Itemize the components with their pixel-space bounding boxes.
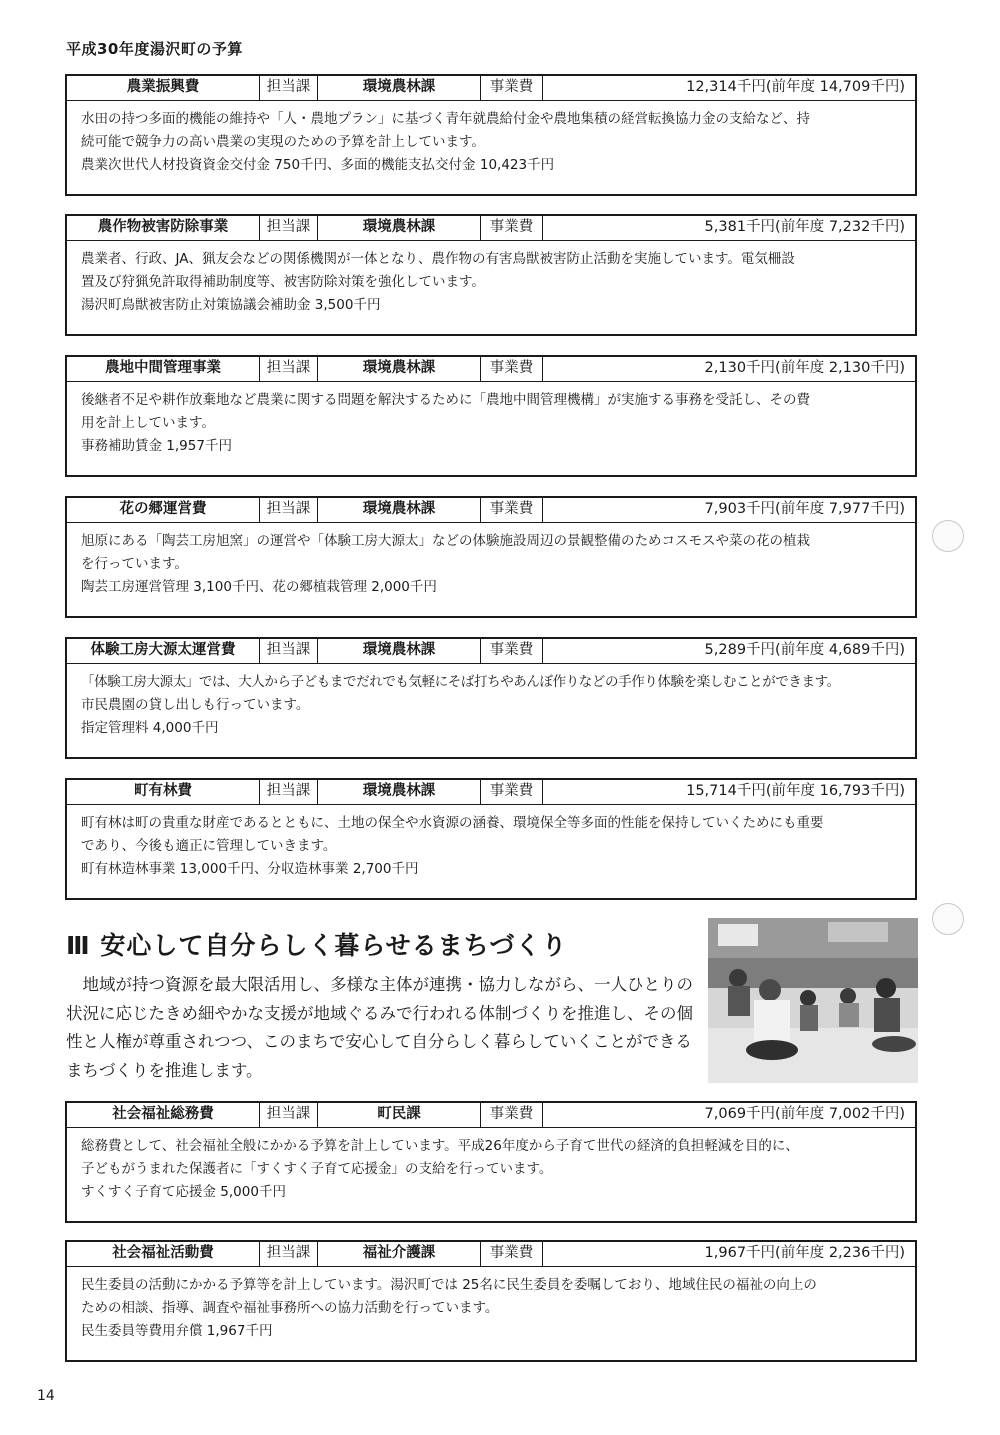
binder-hole-upper — [932, 520, 964, 552]
program-name: 農作物被害防除事業 — [67, 216, 260, 240]
department-name: 環境農林課 — [318, 76, 481, 100]
budget-box-body — [67, 523, 915, 607]
budget-box-header — [67, 357, 915, 382]
program-name: 農地中間管理事業 — [67, 357, 260, 381]
detail-line: 指定管理料 4,000千円 — [81, 720, 219, 736]
budget-box-body — [67, 101, 915, 185]
detail-line: 湯沢町鳥獣被害防止対策協議会補助金 3,500千円 — [81, 297, 381, 313]
budget-box-body — [67, 382, 915, 466]
budget-amount: 7,069千円(前年度 7,002千円) — [704, 1106, 905, 1122]
department-name: 環境農林課 — [318, 639, 481, 663]
detail-line: すくすく子育て応援金 5,000千円 — [81, 1184, 286, 1200]
description-line: ための相談、指導、調査や福祉事務所への協力活動を行っています。 — [81, 1300, 499, 1316]
budget-box-body — [67, 1267, 915, 1351]
budget-amount: 5,289千円(前年度 4,689千円) — [704, 642, 905, 658]
program-name: 農業振興費 — [67, 76, 260, 100]
budget-box-choyurin — [65, 778, 917, 900]
program-name: 花の郷運営費 — [67, 498, 260, 522]
budget-box-nochi-chukan — [65, 355, 917, 477]
budget-box-header — [67, 639, 915, 664]
budget-amount: 2,130千円(前年度 2,130千円) — [704, 360, 905, 376]
department-name: 環境農林課 — [318, 780, 481, 804]
program-name: 社会福祉総務費 — [67, 1103, 260, 1127]
description-line: 農業者、行政、JA、猟友会などの関係機関が一体となり、農作物の有害鳥獣被害防止活動を実施しています。電気柵設 — [81, 251, 795, 267]
budget-box-header — [67, 780, 915, 805]
tanto-label: 担当課 — [260, 780, 318, 804]
budget-box-shakai-fukushi-katsudo — [65, 1240, 917, 1362]
photo-illustration — [708, 918, 918, 1083]
detail-line: 農業次世代人材投資資金交付金 750千円、多面的機能支払交付金 10,423千円 — [81, 157, 555, 173]
budget-box-header — [67, 498, 915, 523]
budget-box-header — [67, 216, 915, 241]
section-intro-text: 地域が持つ資源を最大限活用し、多様な主体が連携・協力しながら、一人ひとりの状況に応じたきめ細やかな支援が地域ぐるみで行われる体制づくりを推進し、その個性と人権が尊重されつつ、このまちで安心して自分らしく暮らしていくことができるまちづくりを推進します。 — [66, 975, 693, 1080]
description-line: 市民農園の貸し出しも行っています。 — [81, 697, 310, 713]
program-name: 町有林費 — [67, 780, 260, 804]
description-line: 町有林は町の貴重な財産であるとともに、土地の保全や水資源の涵養、環境保全等多面的性能を保持していくためにも重要 — [81, 815, 824, 831]
budget-box-body — [67, 664, 915, 748]
program-name: 体験工房大源太運営費 — [67, 639, 260, 663]
tanto-label: 担当課 — [260, 76, 318, 100]
budget-box-hananosato — [65, 496, 917, 618]
detail-line: 事務補助賃金 1,957千円 — [81, 438, 232, 454]
jigyohi-label: 事業費 — [481, 357, 543, 381]
budget-box-header — [67, 1103, 915, 1128]
detail-line: 陶芸工房運営管理 3,100千円、花の郷植栽管理 2,000千円 — [81, 579, 437, 595]
budget-box-header — [67, 76, 915, 101]
budget-amount: 15,714千円(前年度 16,793千円) — [686, 783, 905, 799]
budget-box-shakai-fukushi-somu — [65, 1101, 917, 1223]
budget-box-nosakumotsu-higai — [65, 214, 917, 336]
tanto-label: 担当課 — [260, 357, 318, 381]
budget-amount: 12,314千円(前年度 14,709千円) — [686, 79, 905, 95]
tanto-label: 担当課 — [260, 1242, 318, 1266]
jigyohi-label: 事業費 — [481, 76, 543, 100]
program-name: 社会福祉活動費 — [67, 1242, 260, 1266]
section-heading: Ⅲ 安心して自分らしく暮らせるまちづくり — [66, 931, 568, 960]
jigyohi-label: 事業費 — [481, 780, 543, 804]
budget-box-nogyo-shinko — [65, 74, 917, 196]
description-line: 用を計上しています。 — [81, 415, 215, 431]
detail-line: 民生委員等費用弁償 1,967千円 — [81, 1323, 273, 1339]
budget-amount: 1,967千円(前年度 2,236千円) — [704, 1245, 905, 1261]
description-line: 民生委員の活動にかかる予算等を計上しています。湯沢町では 25名に民生委員を委嘱しており、地域住民の福祉の向上の — [81, 1277, 817, 1293]
department-name: 環境農林課 — [318, 216, 481, 240]
budget-box-taiken-kobo — [65, 637, 917, 759]
budget-amount: 7,903千円(前年度 7,977千円) — [704, 501, 905, 517]
budget-amount: 5,381千円(前年度 7,232千円) — [704, 219, 905, 235]
tanto-label: 担当課 — [260, 498, 318, 522]
description-line: 「体験工房大源太」では、大人から子どもまでだれでも気軽にそば打ちやあんぼ作りなどの手作り体験を楽しむことができます。 — [81, 674, 840, 690]
description-line: 置及び狩猟免許取得補助制度等、被害防除対策を強化しています。 — [81, 274, 485, 290]
tanto-label: 担当課 — [260, 1103, 318, 1127]
description-line: 水田の持つ多面的機能の維持や「人・農地プラン」に基づく青年就農給付金や農地集積の経営転換協力金の支給など、持 — [81, 111, 810, 127]
budget-box-header — [67, 1242, 915, 1267]
jigyohi-label: 事業費 — [481, 1103, 543, 1127]
description-line: 総務費として、社会福祉全般にかかる予算を計上しています。平成26年度から子育て世代の経済的負担軽減を目的に、 — [81, 1138, 799, 1154]
jigyohi-label: 事業費 — [481, 216, 543, 240]
tanto-label: 担当課 — [260, 216, 318, 240]
jigyohi-label: 事業費 — [481, 498, 543, 522]
jigyohi-label: 事業費 — [481, 1242, 543, 1266]
tanto-label: 担当課 — [260, 639, 318, 663]
department-name: 福祉介護課 — [318, 1242, 481, 1266]
description-line: であり、今後も適正に管理していきます。 — [81, 838, 337, 854]
description-line: 後継者不足や耕作放棄地など農業に関する問題を解決するために「農地中間管理機構」が実施する事務を受託し、その費 — [81, 392, 810, 408]
department-name: 町民課 — [318, 1103, 481, 1127]
description-line: 旭原にある「陶芸工房旭窯」の運営や「体験工房大源太」などの体験施設周辺の景観整備のためコスモスや菜の花の植栽 — [81, 533, 810, 549]
department-name: 環境農林課 — [318, 357, 481, 381]
community-photo — [708, 918, 918, 1083]
page-header-title: 平成30年度湯沢町の予算 — [66, 40, 243, 58]
budget-box-body — [67, 241, 915, 325]
budget-box-body — [67, 1128, 915, 1212]
department-name: 環境農林課 — [318, 498, 481, 522]
jigyohi-label: 事業費 — [481, 639, 543, 663]
description-line: 続可能で競争力の高い農業の実現のための予算を計上しています。 — [81, 134, 485, 150]
description-line: を行っています。 — [81, 556, 188, 572]
description-line: 子どもがうまれた保護者に「すくすく子育て応援金」の支給を行っています。 — [81, 1161, 553, 1177]
page-number: 14 — [37, 1388, 55, 1404]
budget-box-body — [67, 805, 915, 889]
detail-line: 町有林造林事業 13,000千円、分収造林事業 2,700千円 — [81, 861, 419, 877]
binder-hole-lower — [932, 903, 964, 935]
